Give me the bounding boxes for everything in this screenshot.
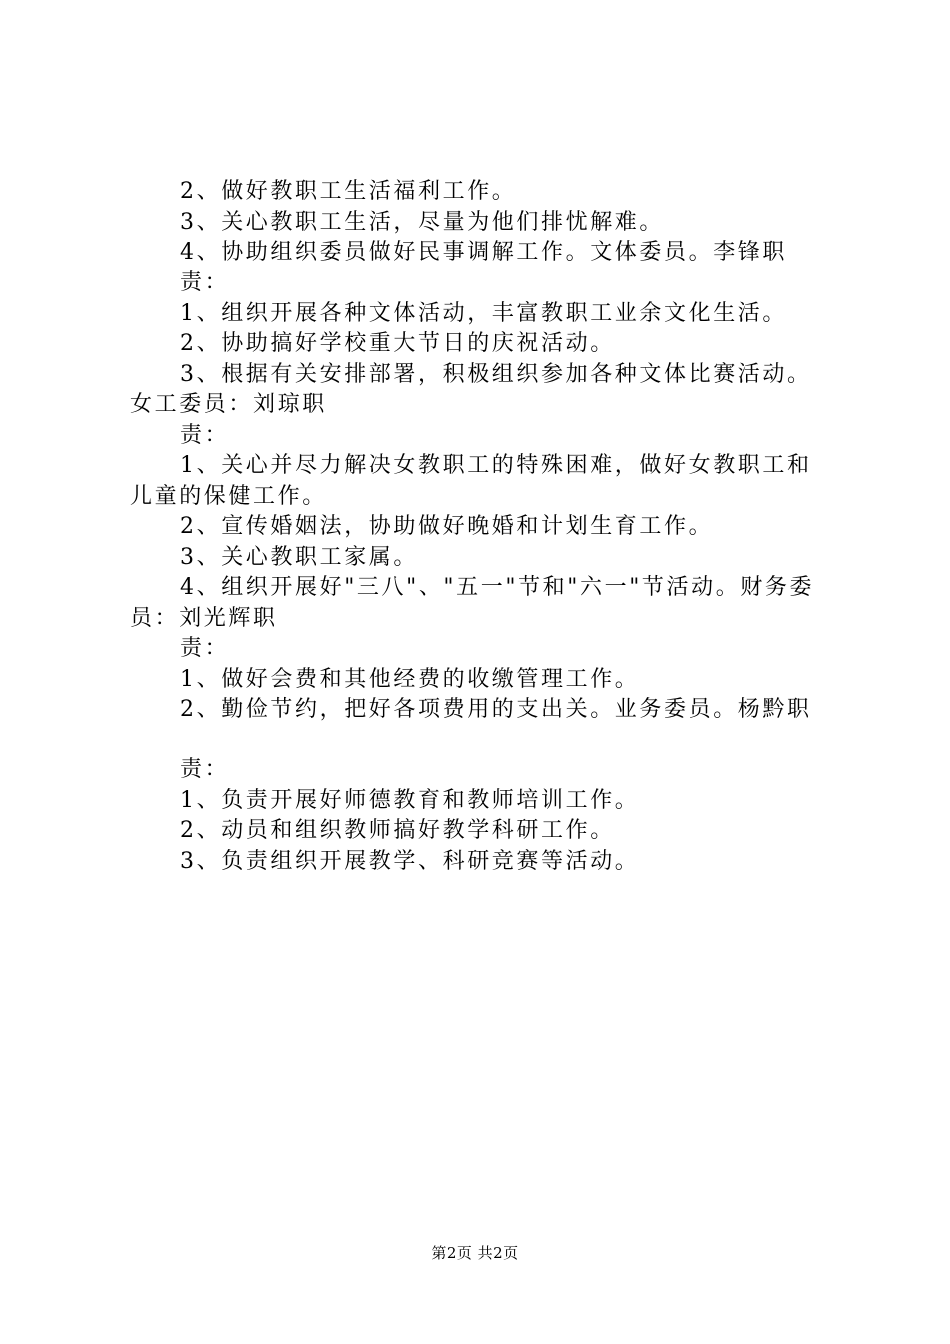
text-line: 1、关心并尽力解决女教职工的特殊困难，做好女教职工和 bbox=[180, 453, 812, 478]
text-line: 4、组织开展好"三八"、"五一"节和"六一"节活动。财务委 bbox=[180, 575, 815, 600]
page-number-footer: 第2页 共2页 bbox=[431, 1244, 519, 1262]
text-line: 2、动员和组织教师搞好教学科研工作。 bbox=[180, 818, 615, 843]
text-line: 1、做好会费和其他经费的收缴管理工作。 bbox=[180, 667, 640, 692]
text-line: 责： bbox=[180, 270, 230, 295]
text-line: 2、宣传婚姻法，协助做好晚婚和计划生育工作。 bbox=[180, 514, 714, 539]
text-line: 1、组织开展各种文体活动，丰富教职工业余文化生活。 bbox=[180, 301, 787, 326]
text-line: 3、关心教职工家属。 bbox=[180, 545, 418, 570]
text-line: 儿童的保健工作。 bbox=[130, 484, 327, 509]
text-line: 责： bbox=[180, 636, 230, 661]
text-line: 女工委员：刘琼职 bbox=[130, 392, 327, 417]
text-line: 3、负责组织开展教学、科研竞赛等活动。 bbox=[180, 849, 640, 874]
text-line: 2、勤俭节约，把好各项费用的支出关。业务委员。杨黔职 bbox=[180, 697, 812, 722]
text-line: 2、做好教职工生活福利工作。 bbox=[180, 179, 517, 204]
text-line: 1、负责开展好师德教育和教师培训工作。 bbox=[180, 788, 640, 813]
text-line: 责： bbox=[180, 757, 230, 782]
text-line: 3、关心教职工生活，尽量为他们排忧解难。 bbox=[180, 210, 664, 235]
text-line: 责： bbox=[180, 423, 230, 448]
text-line: 员：刘光辉职 bbox=[130, 606, 278, 631]
text-line: 3、根据有关安排部署，积极组织参加各种文体比赛活动。 bbox=[180, 362, 812, 387]
text-line: 4、协助组织委员做好民事调解工作。文体委员。李锋职 bbox=[180, 240, 787, 265]
text-line: 2、协助搞好学校重大节日的庆祝活动。 bbox=[180, 331, 615, 356]
